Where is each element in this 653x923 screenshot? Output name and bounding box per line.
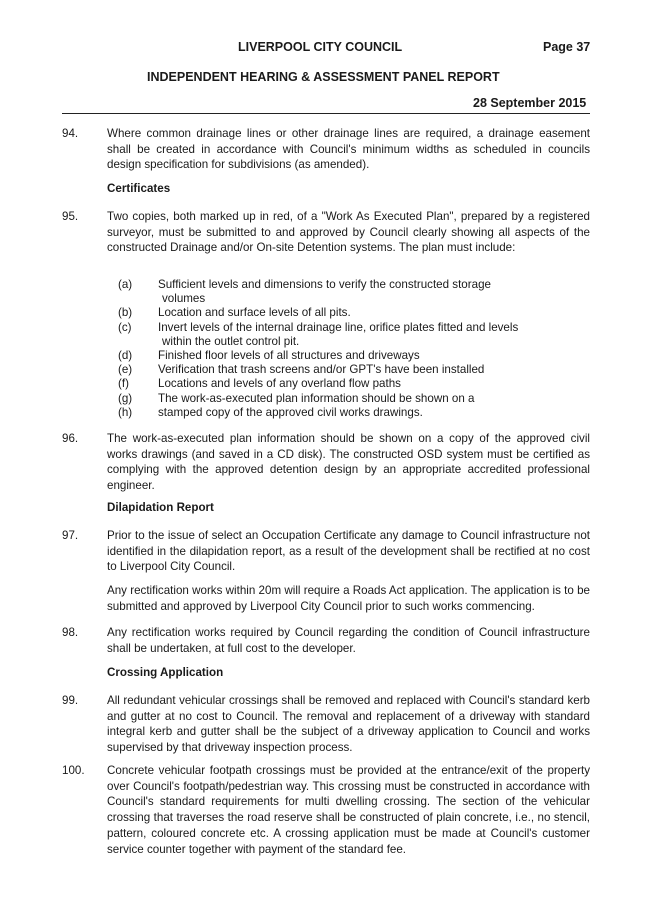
council-name: LIVERPOOL CITY COUNCIL — [238, 40, 403, 54]
list-item — [118, 392, 538, 406]
list-text-cont: within the outlet control pit. — [162, 334, 300, 348]
list-label: (a) — [118, 278, 133, 291]
list-text: Invert levels of the internal drainage line, orifice plates fitted and levels — [158, 320, 519, 334]
heading-dilapidation: Dilapidation Report — [107, 501, 214, 514]
condition-text: All redundant vehicular crossings shall be removed and replaced with Council's standard kerb and gutter at no cost to Council. The removal and replacement of a driveway with standard integral kerb and gutter shall be the subject of a driveway application to Council and works supervised by that driveway inspection process. — [107, 694, 590, 755]
condition-text: Where common drainage lines or other drainage lines are required, a drainage easement shall be created in accordance with Council's minimum widths as scheduled in councils design specification for subdivisions (as amended). — [107, 127, 590, 172]
condition-number: 95. — [62, 210, 79, 223]
condition-number: 96. — [62, 432, 79, 445]
condition-number: 100. — [62, 764, 85, 777]
list-label: (d) — [118, 349, 133, 363]
list-item — [118, 363, 538, 377]
list-item — [118, 306, 538, 320]
condition-94 — [62, 126, 590, 173]
list-item — [118, 278, 538, 306]
heading-crossing-application: Crossing Application — [107, 666, 224, 679]
report-title: INDEPENDENT HEARING & ASSESSMENT PANEL REPORT — [147, 70, 500, 84]
list-text: stamped copy of the approved civil works drawings. — [158, 405, 423, 419]
condition-text: Any rectification works required by Council regarding the condition of Council infrastructure shall be undertaken, at full cost to the developer. — [107, 626, 590, 655]
condition-number: 99. — [62, 694, 79, 707]
condition-95 — [62, 209, 590, 256]
list-label: (h) — [118, 405, 133, 419]
list-text: Locations and levels of any overland flow paths — [158, 377, 401, 391]
condition-96 — [62, 431, 590, 494]
list-text: Sufficient levels and dimensions to verify the constructed storage — [158, 278, 491, 291]
condition-number: 97. — [62, 529, 79, 542]
list-text: Location and surface levels of all pits. — [158, 306, 351, 320]
list-label: (c) — [118, 320, 132, 334]
heading-certificates: Certificates — [107, 182, 171, 195]
condition-text: Two copies, both marked up in red, of a "Work As Executed Plan", prepared by a registered surveyor, must be submitted to and approved by Council clearly showing all aspects of the constructed Drainage and/or On-site Detention systems. The plan must include: — [107, 210, 590, 255]
condition-98 — [62, 625, 590, 656]
list-item — [118, 349, 538, 363]
list-label: (e) — [118, 363, 133, 377]
condition-number: 98. — [62, 626, 79, 639]
header-rule — [62, 113, 590, 114]
condition-text: The work-as-executed plan information should be shown on a copy of the approved civil works drawings (and saved in a CD disk). The constructed OSD system must be certified as complying with the approved detention design by an appropriate accredited professional engineer. — [107, 432, 590, 493]
condition-text: Concrete vehicular footpath crossings must be provided at the entrance/exit of the property over Council's footpath/pedestrian way. This crossing must be constructed in accordance with Council's standard requirements for multi dwelling crossing. The section of the vehicular crossing that traverses the road reserve shall be constructed of plain concrete, i.e., no stencil, pattern, coloured concrete etc. A crossing application must be made at Council's customer service counter together with payment of the standard fee. — [107, 764, 590, 856]
list-item — [118, 321, 538, 349]
list-item — [118, 406, 538, 420]
condition-number: 94. — [62, 127, 79, 140]
condition-text: Prior to the issue of select an Occupation Certificate any damage to Council infrastructure not identified in the dilapidation report, as a result of the development shall be rectified at no cost to Liverpool City Council. — [107, 529, 590, 574]
list-text: Finished floor levels of all structures and driveways — [158, 349, 420, 363]
report-date: 28 September 2015 — [473, 96, 587, 110]
page-number: Page 37 — [543, 40, 591, 54]
condition-text: Any rectification works within 20m will require a Roads Act application. The application is to be submitted and approved by Liverpool City Council prior to such works commencing. — [107, 584, 590, 613]
condition-97 — [62, 528, 590, 575]
list-text: The work-as-executed plan information should be shown on a — [158, 391, 475, 405]
list-text: Verification that trash screens and/or GPT's have been installed — [158, 363, 485, 377]
condition-100 — [62, 763, 590, 857]
list-item — [118, 377, 538, 391]
list-text-cont: volumes — [162, 292, 206, 306]
wae-plan-list — [118, 278, 538, 420]
condition-99 — [62, 693, 590, 756]
list-label: (f) — [118, 377, 129, 391]
list-label: (b) — [118, 306, 133, 320]
condition-97-continued — [62, 583, 590, 614]
list-label: (g) — [118, 391, 133, 405]
